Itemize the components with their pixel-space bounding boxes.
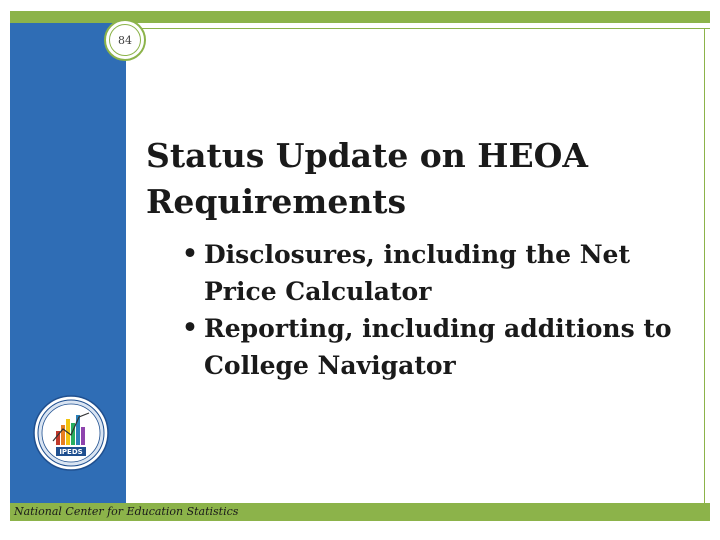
bullet-icon: • [182,239,198,268]
footer-text: National Center for Education Statistics [14,505,239,518]
bullet-item [160,236,680,310]
bullet-list [160,236,680,384]
page-number-ring [109,24,141,56]
bullet-text: Disclosures, including the Net Price Calculator [204,240,631,306]
bullet-item [160,310,680,384]
logo-text: IPEDS [59,448,83,456]
bullet-text: Reporting, including additions to College Navigator [204,314,672,380]
bullet-icon: • [182,313,198,342]
frame-line-top [126,28,710,29]
top-margin [0,0,720,10]
page-number-badge [104,19,146,61]
ipeds-logo [33,395,109,471]
slide-title: Status Update on HEOA Requirements [146,136,588,221]
page-number: 84 [118,33,132,47]
frame-line-right [704,28,705,504]
